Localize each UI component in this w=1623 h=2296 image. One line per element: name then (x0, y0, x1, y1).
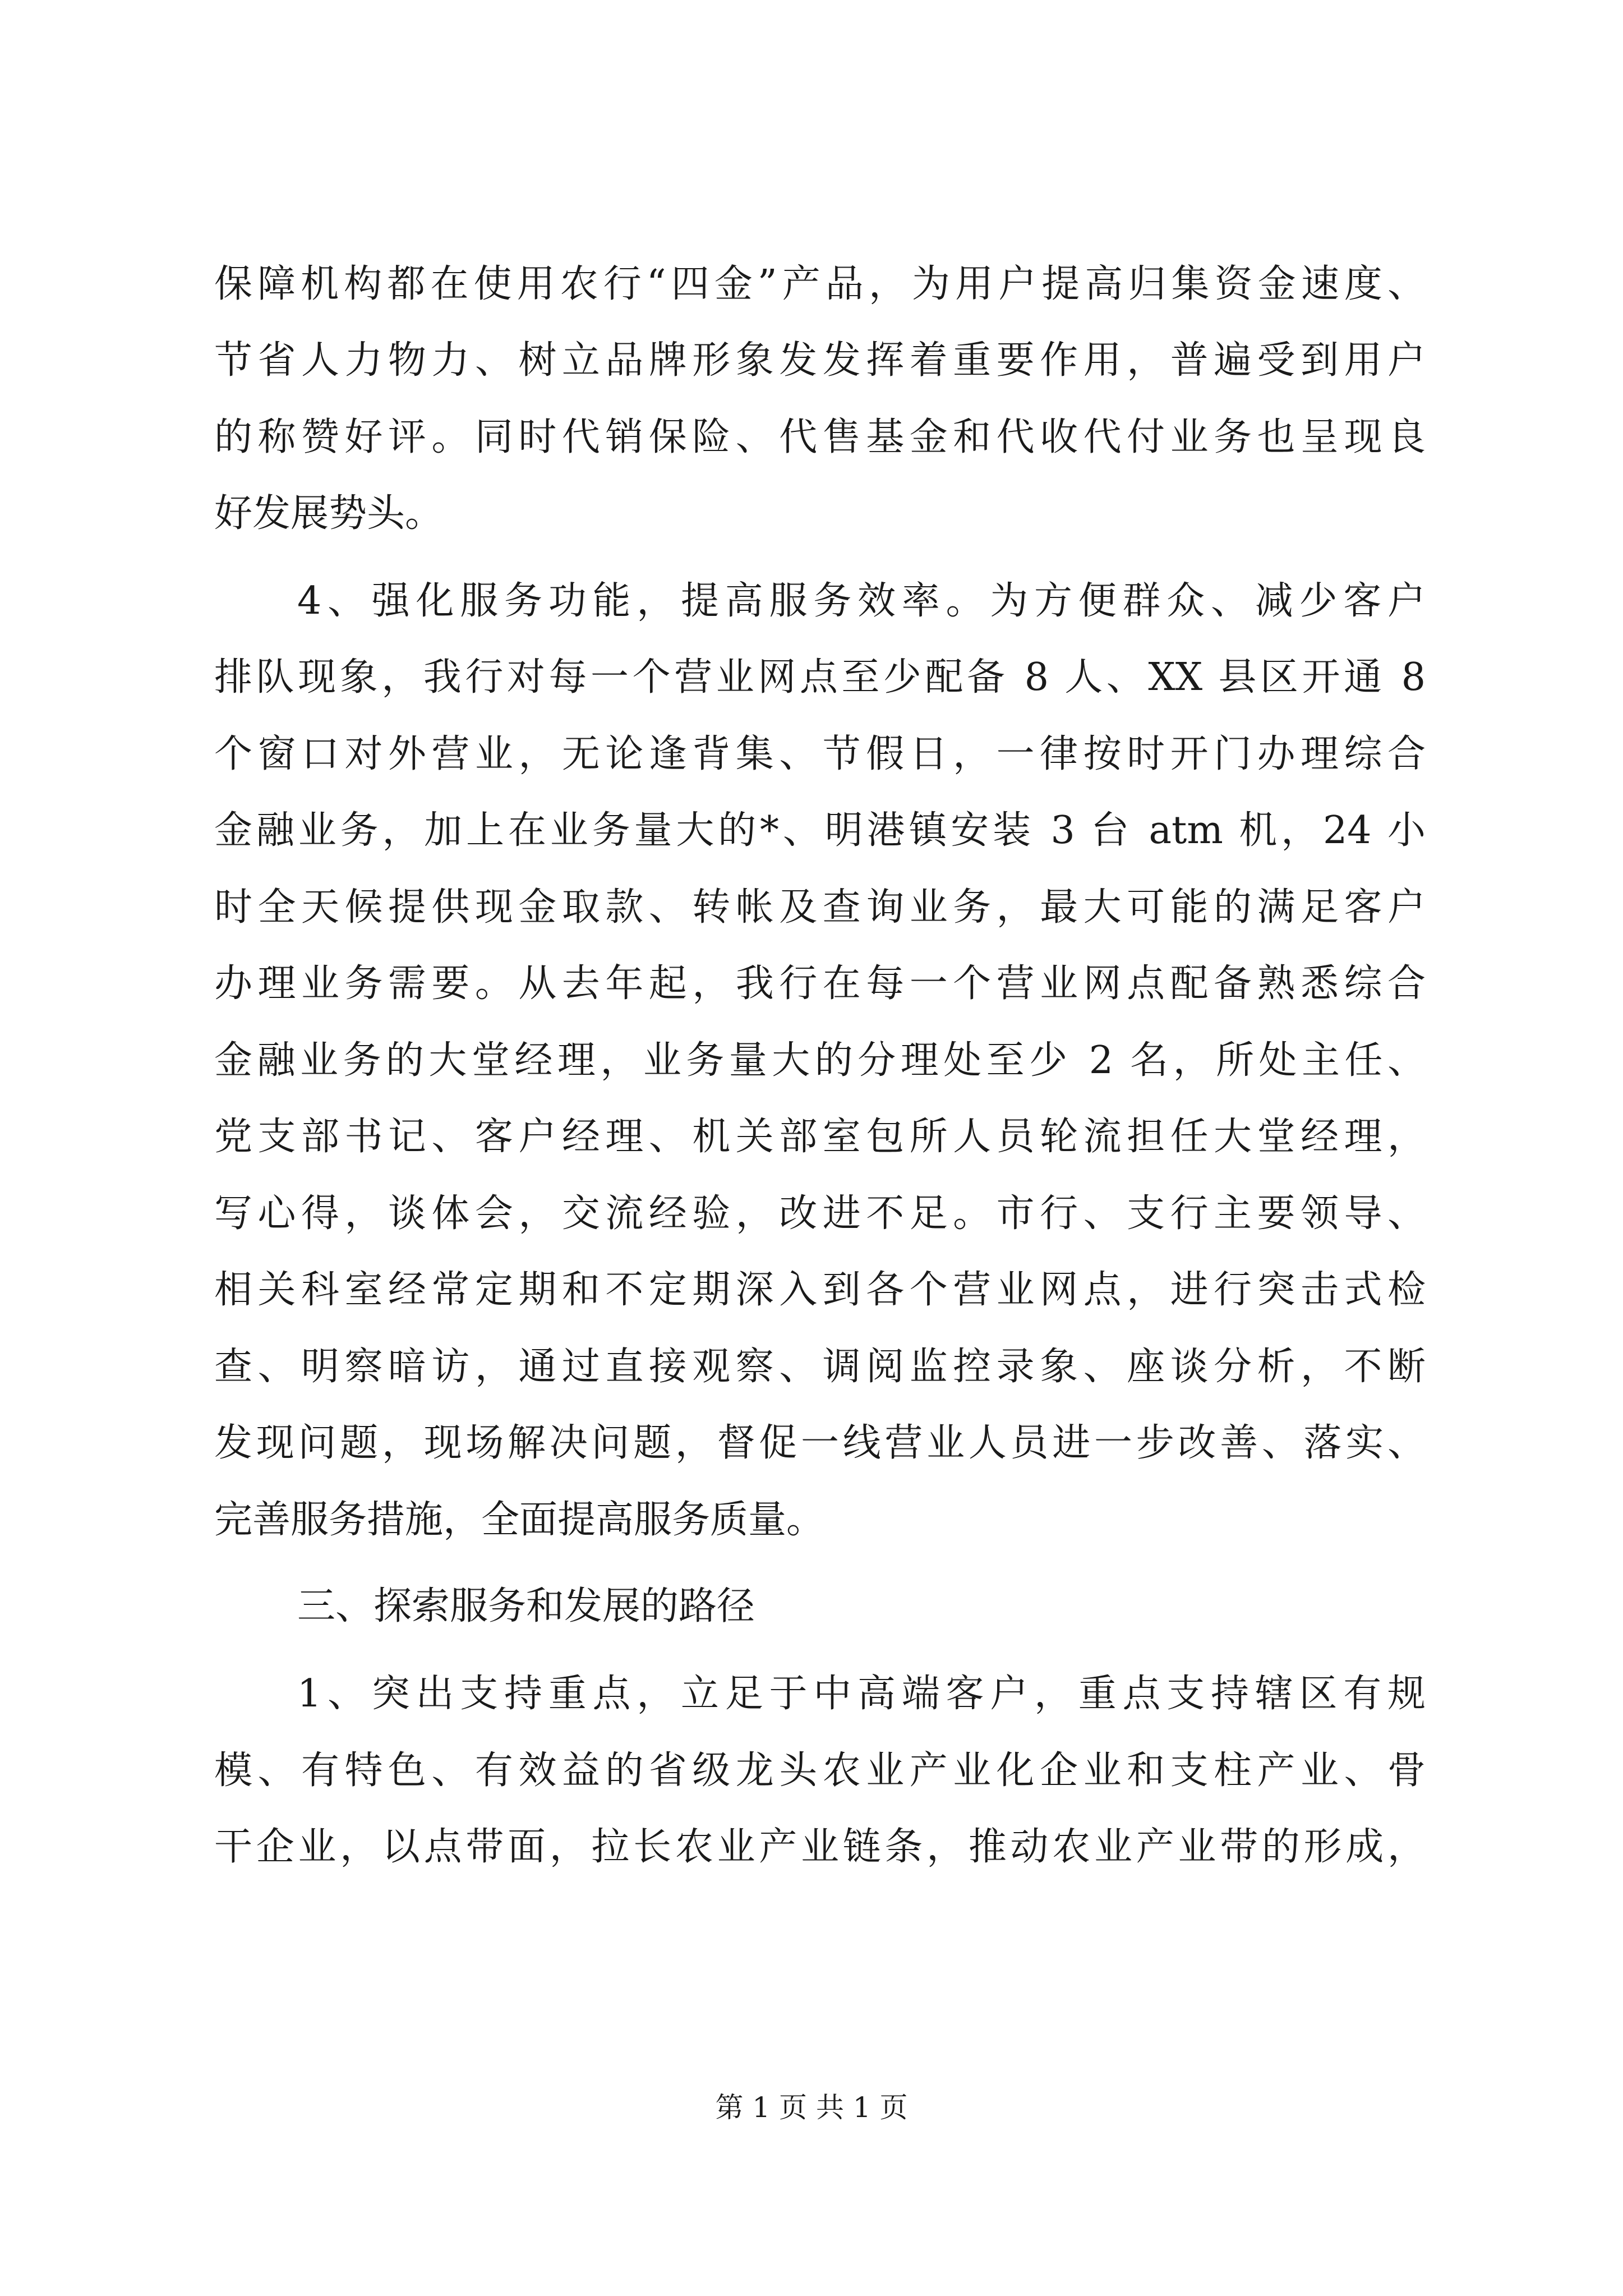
text-line: 排队现象，我行对每一个营业网点至少配备 8 人、XX 县区开通 8 (214, 655, 1426, 700)
text-line: 的称赞好评。同时代销保险、代售基金和代收代付业务也呈现良 (214, 415, 1426, 459)
text-line: 办理业务需要。从去年起，我行在每一个营业网点配备熟悉综合 (214, 961, 1426, 1006)
text-line: 好发展势头。 (214, 491, 444, 536)
text-line: 相关科室经常定期和不定期深入到各个营业网点，进行突击式检 (214, 1268, 1426, 1312)
page-footer: 第 1 页 共 1 页 (715, 2091, 908, 2124)
text-line: 个窗口对外营业，无论逢背集、节假日，一律按时开门办理综合 (214, 732, 1426, 776)
text-line: 完善服务措施，全面提高服务质量。 (214, 1498, 825, 1542)
text-line: 保障机构都在使用农行“四金”产品，为用户提高归集资金速度、 (214, 262, 1426, 306)
text-line: 党支部书记、客户经理、机关部室包所人员轮流担任大堂经理， (214, 1115, 1426, 1159)
text-line: 金融业务的大堂经理，业务量大的分理处至少 2 名，所处主任、 (214, 1038, 1426, 1083)
text-line: 查、明察暗访，通过直接观察、调阅监控录象、座谈分析，不断 (214, 1345, 1426, 1389)
text-line: 1、突出支持重点，立足于中高端客户，重点支持辖区有规 (297, 1672, 1426, 1716)
text-line: 模、有特色、有效益的省级龙头农业产业化企业和支柱产业、骨 (214, 1749, 1426, 1793)
text-line: 干企业，以点带面，拉长农业产业链条，推动农业产业带的形成， (214, 1825, 1426, 1869)
text-line: 节省人力物力、树立品牌形象发发挥着重要作用，普遍受到用户 (214, 338, 1426, 383)
text-line: 写心得，谈体会，交流经验，改进不足。市行、支行主要领导、 (214, 1191, 1426, 1236)
text-line: 金融业务，加上在业务量大的*、明港镇安装 3 台 atm 机，24 小 (214, 808, 1426, 853)
text-line: 时全天候提供现金取款、转帐及查询业务，最大可能的满足客户 (214, 885, 1426, 930)
text-line: 4、强化服务功能，提高服务效率。为方便群众、减少客户 (297, 579, 1426, 623)
section-heading: 三、探索服务和发展的路径 (297, 1584, 755, 1628)
text-line: 发现问题，现场解决问题，督促一线营业人员进一步改善、落实、 (214, 1421, 1426, 1465)
